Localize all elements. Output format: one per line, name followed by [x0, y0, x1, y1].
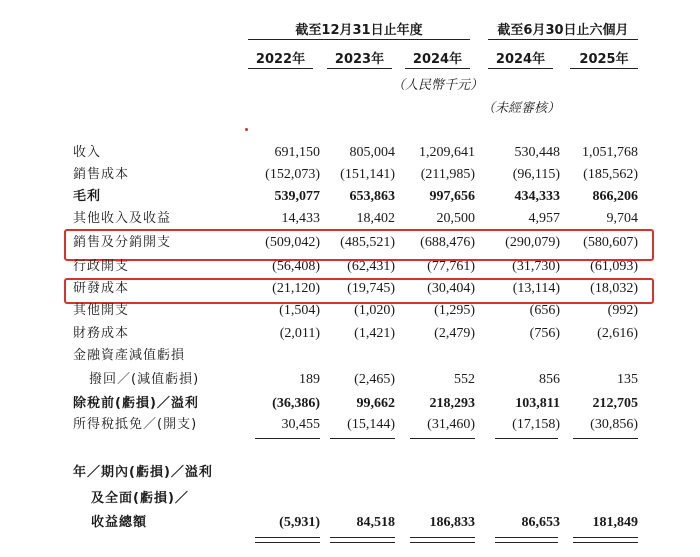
cell-value: (2,616) — [597, 326, 638, 341]
cell-value: (31,730) — [512, 259, 560, 274]
cell-value: (656) — [529, 303, 560, 318]
cell-value: 135 — [617, 372, 638, 387]
cell-value: (96,115) — [512, 167, 560, 182]
year-header: 2022年 — [255, 52, 306, 67]
table-row-other-income — [0, 208, 700, 230]
row-label: 銷售及分銷開支 — [73, 235, 172, 250]
cell-value: (2,465) — [354, 372, 395, 387]
row-label: 所得稅抵免／(開支) — [73, 417, 198, 432]
table-row-total — [0, 512, 700, 534]
cell-value: (61,093) — [590, 259, 638, 274]
cell-value: (17,158) — [512, 417, 560, 432]
cell-value: 866,206 — [592, 189, 638, 204]
cell-value: (2,011) — [279, 326, 320, 341]
cell-value: (211,985) — [420, 167, 475, 182]
header-group-year-ended: 截至12月31日止年度 — [295, 23, 423, 38]
cell-value: 212,705 — [592, 396, 638, 411]
table-row-gross-profit — [0, 186, 700, 208]
cell-value: (485,521) — [340, 235, 395, 250]
cell-value: 14,433 — [281, 211, 320, 226]
row-label: 收入 — [73, 145, 102, 160]
table-row-impairment-reversal — [0, 369, 700, 391]
cell-value: (1,295) — [434, 303, 475, 318]
cell-value: (31,460) — [427, 417, 475, 432]
year-underline — [570, 68, 638, 69]
cell-value: (992) — [607, 303, 638, 318]
row-label: 收益總額 — [91, 515, 148, 530]
cell-value: 653,863 — [349, 189, 395, 204]
cell-value: 186,833 — [429, 515, 475, 530]
table-row-impairment-heading — [0, 345, 700, 367]
year-header: 2024年 — [412, 52, 463, 67]
subtotal-rule — [495, 438, 558, 439]
row-label: 除稅前(虧損)／溢利 — [73, 396, 199, 411]
header-group-rule — [488, 39, 638, 40]
subtotal-rule — [410, 438, 475, 439]
red-marker-dot — [245, 128, 248, 131]
cell-value: 181,849 — [592, 515, 638, 530]
row-label: 其他收入及收益 — [73, 211, 172, 226]
cell-value: (77,761) — [427, 259, 475, 274]
cell-value: (2,479) — [434, 326, 475, 341]
cell-value: (151,141) — [340, 167, 395, 182]
year-underline — [405, 68, 470, 69]
year-header: 2025年 — [579, 52, 629, 67]
cell-value: (15,144) — [347, 417, 395, 432]
cell-value: (5,931) — [279, 515, 320, 530]
cell-value: 552 — [454, 372, 475, 387]
cell-value: 9,704 — [606, 211, 638, 226]
total-double-rule — [410, 537, 475, 543]
cell-value: (580,607) — [583, 235, 638, 250]
table-row-revenue — [0, 142, 700, 164]
year-underline — [327, 68, 392, 69]
cell-value: 856 — [539, 372, 560, 387]
row-label: 行政開支 — [73, 259, 130, 274]
header-group-six-months: 截至6月30日止六個月 — [497, 23, 629, 38]
cell-value: 434,333 — [514, 189, 560, 204]
total-double-rule — [573, 537, 638, 543]
cell-value: (756) — [529, 326, 560, 341]
unit-label: （人民幣千元） — [392, 78, 484, 93]
cell-value: (56,408) — [272, 259, 320, 274]
cell-value: 4,957 — [528, 211, 560, 226]
table-row-total-line2 — [0, 488, 700, 510]
cell-value: (290,079) — [505, 235, 560, 250]
cell-value: 997,656 — [429, 189, 475, 204]
cell-value: 30,455 — [281, 417, 320, 432]
cell-value: 805,004 — [349, 145, 395, 160]
cell-value: 1,051,768 — [582, 145, 638, 160]
row-label: 金融資產減值虧損 — [73, 348, 186, 363]
cell-value: 99,662 — [356, 396, 395, 411]
subtotal-rule — [330, 438, 395, 439]
table-row-administrative — [0, 256, 700, 278]
cell-value: (152,073) — [265, 167, 320, 182]
cell-value: 20,500 — [436, 211, 475, 226]
cell-value: (185,562) — [583, 167, 638, 182]
year-header: 2023年 — [334, 52, 385, 67]
cell-value: 189 — [299, 372, 320, 387]
cell-value: (509,042) — [265, 235, 320, 250]
table-row-cost-of-sales — [0, 164, 700, 186]
cell-value: (18,032) — [590, 281, 638, 296]
table-row-finance-costs — [0, 323, 700, 345]
row-label: 研發成本 — [73, 281, 130, 296]
row-label: 年／期內(虧損)／溢利 — [73, 465, 213, 480]
year-underline — [248, 68, 313, 69]
cell-value: 530,448 — [514, 145, 560, 160]
table-row-selling-distribution — [0, 232, 700, 254]
total-double-rule — [330, 537, 395, 543]
cell-value: (30,404) — [427, 281, 475, 296]
cell-value: 539,077 — [274, 189, 320, 204]
row-label: 銷售成本 — [73, 167, 130, 182]
cell-value: (1,504) — [279, 303, 320, 318]
row-label: 其他開支 — [73, 303, 130, 318]
cell-value: (62,431) — [347, 259, 395, 274]
cell-value: 86,653 — [521, 515, 560, 530]
cell-value: (36,386) — [272, 396, 320, 411]
table-row-profit-before-tax — [0, 393, 700, 415]
cell-value: (1,020) — [354, 303, 395, 318]
total-double-rule — [255, 537, 320, 543]
table-row-other-expenses — [0, 300, 700, 322]
row-label: 毛利 — [73, 189, 102, 204]
cell-value: (19,745) — [347, 281, 395, 296]
cell-value: (688,476) — [420, 235, 475, 250]
cell-value: 218,293 — [429, 396, 475, 411]
cell-value: 691,150 — [274, 145, 320, 160]
cell-value: (13,114) — [512, 281, 560, 296]
table-row-rd-costs — [0, 278, 700, 300]
row-label: 及全面(虧損)／ — [91, 491, 189, 506]
year-header: 2024年 — [495, 52, 546, 67]
subtotal-rule — [255, 438, 320, 439]
cell-value: (21,120) — [272, 281, 320, 296]
year-underline — [488, 68, 553, 69]
header-group-rule — [248, 39, 470, 40]
unaudited-label: （未經審核） — [482, 101, 561, 116]
cell-value: 18,402 — [356, 211, 395, 226]
total-double-rule — [495, 537, 558, 543]
row-label: 財務成本 — [73, 326, 130, 341]
cell-value: (1,421) — [354, 326, 395, 341]
row-label: 撥回／(減值虧損) — [89, 372, 200, 387]
cell-value: (30,856) — [590, 417, 638, 432]
cell-value: 1,209,641 — [419, 145, 475, 160]
subtotal-rule — [573, 438, 638, 439]
cell-value: 103,811 — [515, 396, 560, 411]
table-row-income-tax — [0, 414, 700, 436]
cell-value: 84,518 — [356, 515, 395, 530]
table-row-total-line1 — [0, 462, 700, 484]
